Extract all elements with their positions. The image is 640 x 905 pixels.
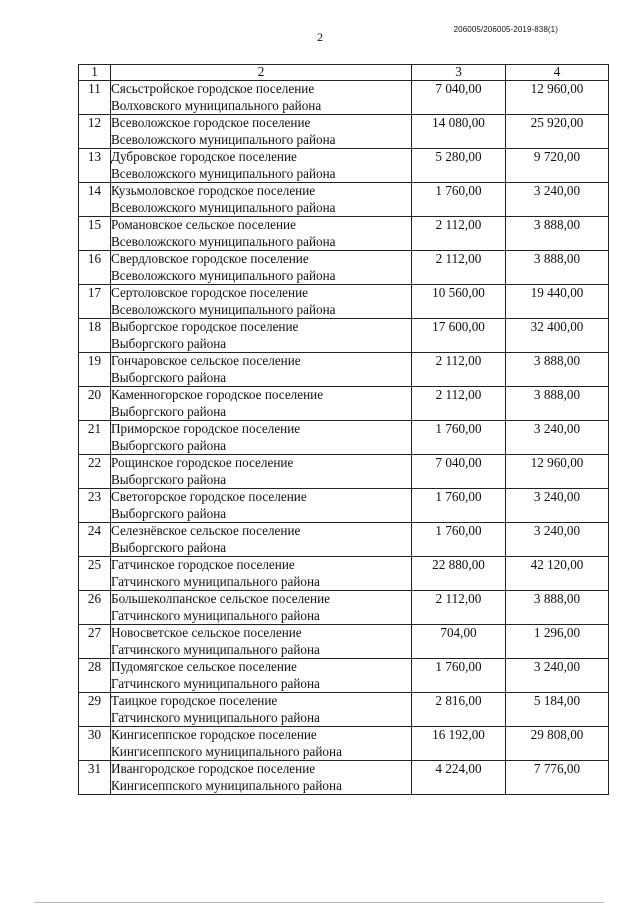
table-row: [79, 455, 609, 489]
table-row: [79, 81, 609, 115]
header-col-1: 1: [79, 65, 111, 81]
settlement-name-line1: Дубровское городское поселение: [111, 149, 297, 164]
row-number: 16: [79, 251, 111, 285]
settlement-name: [111, 251, 412, 285]
amount-col-4: 29 808,00: [506, 727, 609, 761]
amount-col-3: 1 760,00: [412, 489, 506, 523]
settlement-name-line2: Выборгского района: [111, 403, 227, 419]
amount-col-3: 17 600,00: [412, 319, 506, 353]
settlement-name-line2: Кингисеппского муниципального района: [111, 777, 342, 793]
settlement-name: [111, 693, 412, 727]
amount-col-3: 704,00: [412, 625, 506, 659]
row-number: 20: [79, 387, 111, 421]
amount-col-3: 5 280,00: [412, 149, 506, 183]
settlement-name-line1: Кингисеппское городское поселение: [111, 727, 317, 742]
settlement-name-line1: Кузьмоловское городское поселение: [111, 183, 316, 198]
table-row: [79, 761, 609, 795]
amount-col-3: 1 760,00: [412, 659, 506, 693]
table-row: [79, 659, 609, 693]
allocation-table: [78, 64, 609, 795]
settlement-name: [111, 557, 412, 591]
header-col-4: 4: [506, 65, 609, 81]
row-number: 15: [79, 217, 111, 251]
settlement-name-line2: Выборгского района: [111, 369, 227, 385]
table-row: [79, 591, 609, 625]
settlement-name-line2: Всеволожского муниципального района: [111, 131, 336, 147]
table-row: [79, 693, 609, 727]
amount-col-3: 1 760,00: [412, 421, 506, 455]
row-number: 24: [79, 523, 111, 557]
amount-col-4: 7 776,00: [506, 761, 609, 795]
settlement-name: [111, 353, 412, 387]
settlement-name: [111, 149, 412, 183]
settlement-name-line1: Гончаровское сельское поселение: [111, 353, 301, 368]
header-col-3: 3: [412, 65, 506, 81]
table-row: [79, 285, 609, 319]
amount-col-4: 1 296,00: [506, 625, 609, 659]
settlement-name-line1: Свердловское городское поселение: [111, 251, 309, 266]
amount-col-3: 2 816,00: [412, 693, 506, 727]
settlement-name-line2: Гатчинского муниципального района: [111, 607, 320, 623]
amount-col-4: 42 120,00: [506, 557, 609, 591]
row-number: 31: [79, 761, 111, 795]
settlement-name: [111, 421, 412, 455]
settlement-name: [111, 183, 412, 217]
settlement-name-line1: Таицкое городское поселение: [111, 693, 278, 708]
amount-col-3: 7 040,00: [412, 81, 506, 115]
settlement-name-line1: Всеволожское городское поселение: [111, 115, 311, 130]
row-number: 29: [79, 693, 111, 727]
settlement-name-line2: Всеволожского муниципального района: [111, 199, 336, 215]
settlement-name: [111, 115, 412, 149]
amount-col-4: 12 960,00: [506, 455, 609, 489]
amount-col-4: 9 720,00: [506, 149, 609, 183]
settlement-name-line2: Гатчинского муниципального района: [111, 573, 320, 589]
settlement-name-line1: Пудомягское сельское поселение: [111, 659, 297, 674]
table-row: [79, 421, 609, 455]
amount-col-3: 10 560,00: [412, 285, 506, 319]
amount-col-4: 3 888,00: [506, 251, 609, 285]
settlement-name: [111, 455, 412, 489]
document-id: 206005/206005-2019-838(1): [453, 25, 558, 34]
table-row: [79, 387, 609, 421]
amount-col-3: 2 112,00: [412, 217, 506, 251]
amount-col-4: 32 400,00: [506, 319, 609, 353]
settlement-name-line1: Приморское городское поселение: [111, 421, 301, 436]
amount-col-4: 5 184,00: [506, 693, 609, 727]
settlement-name-line1: Рощинское городское поселение: [111, 455, 294, 470]
amount-col-4: 3 888,00: [506, 387, 609, 421]
settlement-name: [111, 591, 412, 625]
amount-col-4: 3 888,00: [506, 591, 609, 625]
settlement-name-line2: Всеволожского муниципального района: [111, 165, 336, 181]
table-row: [79, 149, 609, 183]
table-row: [79, 523, 609, 557]
amount-col-3: 4 224,00: [412, 761, 506, 795]
amount-col-3: 2 112,00: [412, 387, 506, 421]
settlement-name-line2: Выборгского района: [111, 437, 227, 453]
row-number: 11: [79, 81, 111, 115]
settlement-name-line2: Всеволожского муниципального района: [111, 233, 336, 249]
amount-col-3: 16 192,00: [412, 727, 506, 761]
settlement-name: [111, 489, 412, 523]
table-row: [79, 489, 609, 523]
amount-col-4: 25 920,00: [506, 115, 609, 149]
settlement-name: [111, 387, 412, 421]
table-row: [79, 625, 609, 659]
row-number: 21: [79, 421, 111, 455]
settlement-name-line1: Светогорское городское поселение: [111, 489, 307, 504]
table-row: [79, 251, 609, 285]
settlement-name-line2: Гатчинского муниципального района: [111, 641, 320, 657]
amount-col-4: 3 240,00: [506, 183, 609, 217]
amount-col-4: 3 240,00: [506, 421, 609, 455]
table-body: [79, 81, 609, 795]
amount-col-4: 3 240,00: [506, 659, 609, 693]
row-number: 12: [79, 115, 111, 149]
amount-col-3: 7 040,00: [412, 455, 506, 489]
table-row: [79, 217, 609, 251]
settlement-name-line2: Выборгского района: [111, 335, 227, 351]
amount-col-4: 3 888,00: [506, 217, 609, 251]
row-number: 14: [79, 183, 111, 217]
row-number: 18: [79, 319, 111, 353]
row-number: 25: [79, 557, 111, 591]
row-number: 23: [79, 489, 111, 523]
table-header-row: [79, 65, 609, 81]
amount-col-4: 3 888,00: [506, 353, 609, 387]
settlement-name-line1: Селезнёвское сельское поселение: [111, 523, 301, 538]
page-number: 2: [317, 30, 323, 44]
settlement-name-line2: Всеволожского муниципального района: [111, 267, 336, 283]
settlement-name-line2: Всеволожского муниципального района: [111, 301, 336, 317]
settlement-name-line2: Выборгского района: [111, 539, 227, 555]
settlement-name-line2: Гатчинского муниципального района: [111, 675, 320, 691]
table-row: [79, 557, 609, 591]
amount-col-4: 12 960,00: [506, 81, 609, 115]
amount-col-3: 14 080,00: [412, 115, 506, 149]
settlement-name: [111, 659, 412, 693]
settlement-name-line1: Новосветское сельское поселение: [111, 625, 302, 640]
settlement-name-line2: Выборгского района: [111, 505, 227, 521]
row-number: 13: [79, 149, 111, 183]
settlement-name: [111, 523, 412, 557]
header-col-2: 2: [111, 65, 412, 81]
table-row: [79, 353, 609, 387]
settlement-name: [111, 727, 412, 761]
amount-col-3: 2 112,00: [412, 251, 506, 285]
settlement-name-line1: Выборгское городское поселение: [111, 319, 299, 334]
amount-col-4: 19 440,00: [506, 285, 609, 319]
amount-col-3: 2 112,00: [412, 353, 506, 387]
row-number: 28: [79, 659, 111, 693]
amount-col-3: 1 760,00: [412, 523, 506, 557]
settlement-name: [111, 217, 412, 251]
table-row: [79, 319, 609, 353]
settlement-name-line1: Романовское сельское поселение: [111, 217, 296, 232]
settlement-name: [111, 81, 412, 115]
row-number: 26: [79, 591, 111, 625]
settlement-name-line2: Выборгского района: [111, 471, 227, 487]
settlement-name: [111, 761, 412, 795]
page-bottom-rule: [34, 902, 604, 903]
settlement-name-line1: Большеколпанское сельское поселение: [111, 591, 331, 606]
settlement-name-line2: Кингисеппского муниципального района: [111, 743, 342, 759]
settlement-name-line1: Сясьстройское городское поселение: [111, 81, 315, 96]
table-row: [79, 183, 609, 217]
settlement-name-line2: Волховского муниципального района: [111, 97, 322, 113]
row-number: 30: [79, 727, 111, 761]
settlement-name-line2: Гатчинского муниципального района: [111, 709, 320, 725]
settlement-name: [111, 625, 412, 659]
table-row: [79, 115, 609, 149]
settlement-name-line1: Ивангородское городское поселение: [111, 761, 316, 776]
amount-col-3: 2 112,00: [412, 591, 506, 625]
amount-col-3: 1 760,00: [412, 183, 506, 217]
settlement-name-line1: Гатчинское городское поселение: [111, 557, 295, 572]
amount-col-4: 3 240,00: [506, 489, 609, 523]
settlement-name: [111, 285, 412, 319]
row-number: 22: [79, 455, 111, 489]
settlement-name: [111, 319, 412, 353]
table-row: [79, 727, 609, 761]
row-number: 17: [79, 285, 111, 319]
amount-col-4: 3 240,00: [506, 523, 609, 557]
row-number: 19: [79, 353, 111, 387]
amount-col-3: 22 880,00: [412, 557, 506, 591]
settlement-name-line1: Сертоловское городское поселение: [111, 285, 308, 300]
row-number: 27: [79, 625, 111, 659]
settlement-name-line1: Каменногорское городское поселение: [111, 387, 324, 402]
